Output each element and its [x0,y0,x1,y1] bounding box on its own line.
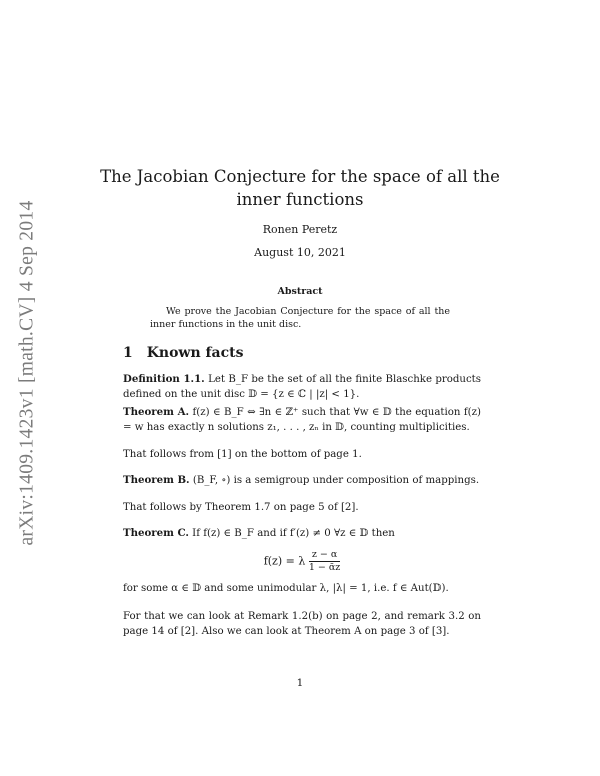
title-line-1: The Jacobian Conjecture for the space of all the [100,167,500,186]
definition-paragraph [123,372,481,402]
arxiv-identifier: arXiv:1409.1423v1 [math.CV] 4 Sep 2014 [17,200,39,546]
arxiv-side-stamp [10,183,46,563]
theorem-b-paragraph [123,473,481,488]
equation-fraction [309,549,340,574]
equation-lhs: f(z) = λ [263,554,306,568]
section-number: 1 [123,345,133,361]
theorem-c-label: Theorem C. [123,527,189,539]
theorem-b-label: Theorem B. [123,474,190,486]
abstract-heading: Abstract [277,286,323,297]
paper-title [100,165,500,211]
theorem-a-text: f(z) ∈ B_F ⇔ ∃n ∈ ℤ⁺ such that ∀w ∈ 𝔻 the equation f(z) = w has exactly n solutions z₁, . . . , zₙ in 𝔻, counting multiplicities. [123,407,481,433]
follows-paragraph-2: That follows by Theorem 1.7 on page 5 of [2]. [123,502,359,513]
author-name: Ronen Peretz [262,223,338,236]
theorem-b-text: (B_F, ∘) is a semigroup under composition of mappings. [192,475,480,486]
equation-denominator: 1 − ᾱz [308,562,341,573]
title-line-2: inner functions [236,190,364,209]
section-heading [123,345,244,361]
page-number: 1 [296,677,304,689]
section-title: Known facts [146,345,244,361]
paper-date: August 10, 2021 [254,246,346,259]
theorem-c-text: If f(z) ∈ B_F and if f′(z) ≠ 0 ∀z ∈ 𝔻 then [192,528,395,539]
theorem-a-paragraph [123,405,481,435]
abstract-body: We prove the Jacobian Conjecture for the space of all the inner functions in the unit disc. [150,306,450,330]
definition-label: Definition 1.1. [123,373,205,385]
after-equation-paragraph: for some α ∈ 𝔻 and some unimodular λ, |λ| = 1, i.e. f ∈ Aut(𝔻). [123,583,449,594]
definition-text: Let B_F be the set of all the finite Blaschke products defined on the unit disc 𝔻 = {z ∈ ℂ | |z| < 1}. [123,374,481,400]
display-equation [123,549,481,574]
theorem-a-label: Theorem A. [123,406,190,418]
follows-paragraph-1: That follows from [1] on the bottom of page 1. [123,449,362,460]
equation-numerator: z − α [309,549,340,562]
final-paragraph: For that we can look at Remark 1.2(b) on page 2, and remark 3.2 on page 14 of [2]. Also we can look at Theorem A on page 3 of [3]. [123,611,481,637]
theorem-c-paragraph [123,526,481,541]
